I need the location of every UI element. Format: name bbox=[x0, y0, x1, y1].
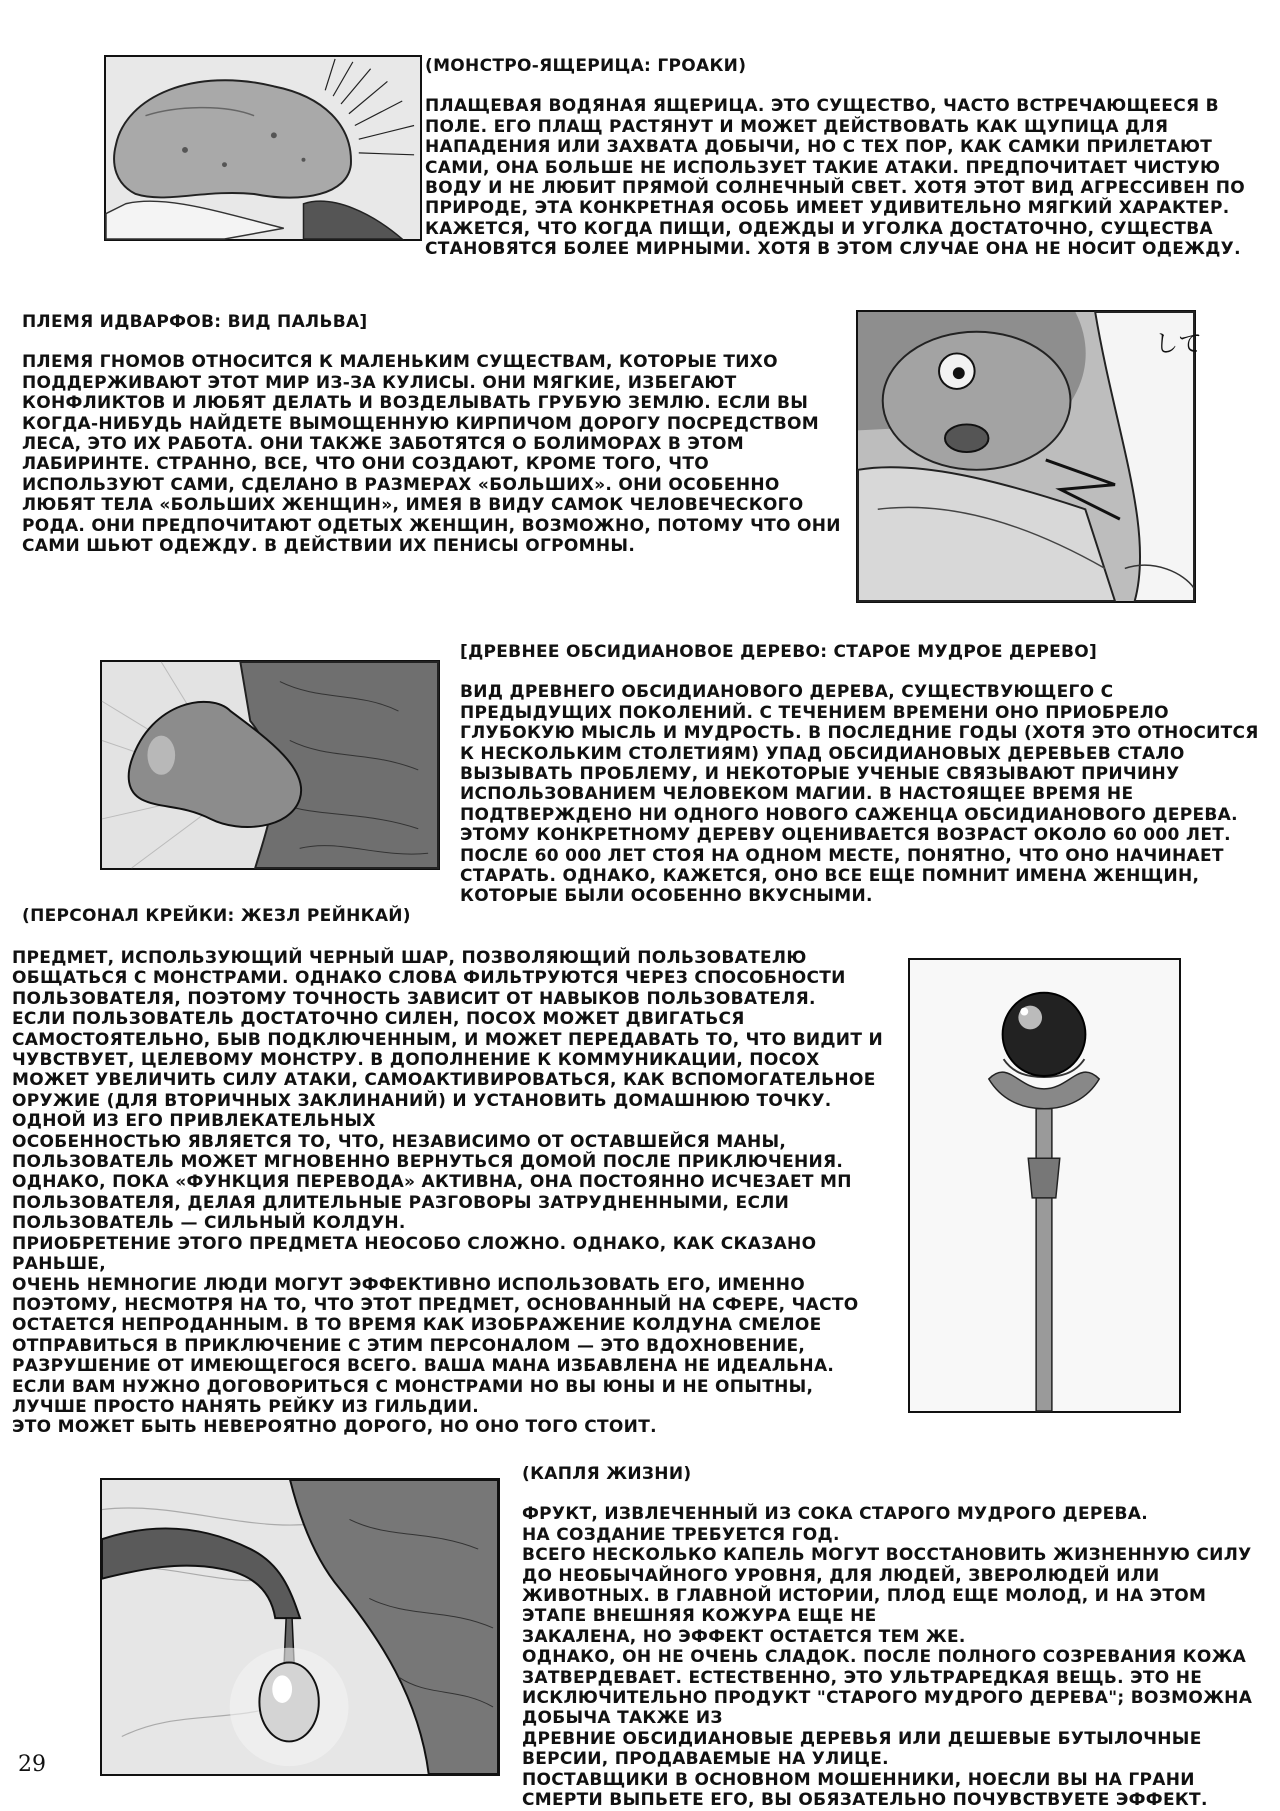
staff-illustration bbox=[908, 958, 1181, 1413]
groaki-text bbox=[425, 56, 1255, 260]
drop-body: ФРУКТ, ИЗВЛЕЧЕННЫЙ ИЗ СОКА СТАРОГО МУДРОГО ДЕРЕВА. НА СОЗДАНИЕ ТРЕБУЕТСЯ ГОД. ВСЕГО НЕСКОЛЬКО КАПЕЛЬ МОГУТ ВОССТАНОВИТЬ ЖИЗНЕННУЮ СИЛУ ДО НЕОБЫЧАЙНОГО УРОВНЯ, ДЛЯ ЛЮДЕЙ, ЗВЕРОЛЮДЕЙ ИЛИ ЖИВОТНЫХ. В ГЛАВНОЙ ИСТОРИИ, ПЛОД ЕЩЕ МОЛОД, И НА ЭТОМ ЭТАПЕ ВНЕШНЯЯ КОЖУРА ЕЩЕ НЕ ЗАКАЛЕНА, НО ЭФФЕКТ ОСТАЕТСЯ ТЕМ ЖЕ. ОДНАКО, ОН НЕ ОЧЕНЬ СЛАДОК. ПОСЛЕ ПОЛНОГО СОЗРЕВАНИЯ КОЖА ЗАТВЕРДЕВАЕТ. ЕСТЕСТВЕННО, ЭТО УЛЬТРАРЕДКАЯ ВЕЩЬ. ЭТО НЕ ИСКЛЮЧИТЕЛЬНО ПРОДУКТ "СТАРОГО МУДРОГО ДЕРЕВА"; ВОЗМОЖНА ДОБЫЧА ТАКЖЕ ИЗ ДРЕВНИЕ ОБСИДИАНОВЫЕ ДЕРЕВЬЯ ИЛИ ДЕШЕВЫЕ БУТЫЛОЧНЫЕ ВЕРСИИ, ПРОДАВАЕМЫЕ НА УЛИЦЕ. ПОСТАВЩИКИ В ОСНОВНОМ МОШЕННИКИ, НОЕСЛИ ВЫ НА ГРАНИ СМЕРТИ ВЫПЬЕТЕ ЕГО, ВЫ ОБЯЗАТЕЛЬНО ПОЧУВСТВУЕТЕ ЭФФЕКТ. bbox=[522, 1504, 1253, 1811]
obsidian-title: [ДРЕВНЕЕ ОБСИДИАНОВОЕ ДЕРЕВО: СТАРОЕ МУДРОЕ ДЕРЕВО] bbox=[460, 642, 1098, 662]
dwarf-illustration bbox=[856, 310, 1202, 603]
dwarfs-title: ПЛЕМЯ ИДВАРФОВ: ВИД ПАЛЬВА] bbox=[22, 312, 368, 332]
dwarf-sfx: して bbox=[1154, 329, 1202, 358]
staff-title-block bbox=[22, 906, 452, 926]
dwarfs-text bbox=[22, 312, 852, 556]
groaki-title: (МОНСТРО-ЯЩЕРИЦА: ГРОАКИ) bbox=[425, 56, 747, 76]
drop-illustration bbox=[100, 1478, 500, 1776]
obsidian-tree-illustration bbox=[100, 660, 440, 870]
dwarfs-body: ПЛЕМЯ ГНОМОВ ОТНОСИТСЯ К МАЛЕНЬКИМ СУЩЕСТВАМ, КОТОРЫЕ ТИХО ПОДДЕРЖИВАЮТ ЭТОТ МИР ИЗ-ЗА КУЛИСЫ. ОНИ МЯГКИЕ, ИЗБЕГАЮТ КОНФЛИКТОВ И ЛЮБЯТ ДЕЛАТЬ И ВОЗДЕЛЫВАТЬ ГРУБУЮ ЗЕМЛЮ. ЕСЛИ ВЫ КОГДА-НИБУДЬ НАЙДЕТЕ ВЫМОЩЕННУЮ КИРПИЧОМ ДОРОГУ ПОСРЕДСТВОМ ЛЕСА, ЭТО ИХ РАБОТА. ОНИ ТАКЖЕ ЗАБОТЯТСЯ О БОЛИМОРАХ В ЭТОМ ЛАБИРИНТЕ. СТРАННО, ВСЕ, ЧТО ОНИ СОЗДАЮТ, КРОМЕ ТОГО, ЧТО ИСПОЛЬЗУЮТ САМИ, СДЕЛАНО В РАЗМЕРАХ «БОЛЬШИХ». ОНИ ОСОБЕННО ЛЮБЯТ ТЕЛА «БОЛЬШИХ ЖЕНЩИН», ИМЕЯ В ВИДУ САМОК ЧЕЛОВЕЧЕСКОГО РОДА. ОНИ ПРЕДПОЧИТАЮТ ОДЕТЫХ ЖЕНЩИН, ВОЗМОЖНО, ПОТОМУ ЧТО ОНИ САМИ ШЬЮТ ОДЕЖДУ. В ДЕЙСТВИИ ИХ ПЕНИСЫ ОГРОМНЫ. bbox=[22, 352, 841, 557]
staff-body: ПРЕДМЕТ, ИСПОЛЬЗУЮЩИЙ ЧЕРНЫЙ ШАР, ПОЗВОЛЯЮЩИЙ ПОЛЬЗОВАТЕЛЮ ОБЩАТЬСЯ С МОНСТРАМИ. ОДНАКО СЛОВА ФИЛЬТРУЮТСЯ ЧЕРЕЗ СПОСОБНОСТИ ПОЛЬЗОВАТЕЛЯ, ПОЭТОМУ ТОЧНОСТЬ ЗАВИСИТ ОТ НАВЫКОВ ПОЛЬЗОВАТЕЛЯ. ЕСЛИ ПОЛЬЗОВАТЕЛЬ ДОСТАТОЧНО СИЛЕН, ПОСОХ МОЖЕТ ДВИГАТЬСЯ САМОСТОЯТЕЛЬНО, БЫВ ПОДКЛЮЧЕННЫМ, И МОЖЕТ ПЕРЕДАВАТЬ ТО, ЧТО ВИДИТ И ЧУВСТВУЕТ, ЦЕЛЕВОМУ МОНСТРУ. В ДОПОЛНЕНИЕ К КОММУНИКАЦИИ, ПОСОХ МОЖЕТ УВЕЛИЧИТЬ СИЛУ АТАКИ, САМОАКТИВИРОВАТЬСЯ, КАК ВСПОМОГАТЕЛЬНОЕ ОРУЖИЕ (ДЛЯ ВТОРИЧНЫХ ЗАКЛИНАНИЙ) И УСТАНОВИТЬ ДОМАШНЮЮ ТОЧКУ. ОДНОЙ ИЗ ЕГО ПРИВЛЕКАТЕЛЬНЫХ ОСОБЕННОСТЬЮ ЯВЛЯЕТСЯ ТО, ЧТО, НЕЗАВИСИМО ОТ ОСТАВШЕЙСЯ МАНЫ, ПОЛЬЗОВАТЕЛЬ МОЖЕТ МГНОВЕННО ВЕРНУТЬСЯ ДОМОЙ ПОСЛЕ ПРИКЛЮЧЕНИЯ. ОДНАКО, ПОКА «ФУНКЦИЯ ПЕРЕВОДА» АКТИВНА, ОНА ПОСТОЯННО ИСЧЕЗАЕТ МП ПОЛЬЗОВАТЕЛЯ, ДЕЛАЯ ДЛИТЕЛЬНЫЕ РАЗГОВОРЫ ЗАТРУДНЕННЫМИ, ЕСЛИ ПОЛЬЗОВАТЕЛЬ — СИЛЬНЫЙ КОЛДУН. ПРИОБРЕТЕНИЕ ЭТОГО ПРЕДМЕТА НЕОСОБО СЛОЖНО. ОДНАКО, КАК СКАЗАНО РАНЬШЕ, ОЧЕНЬ НЕМНОГИЕ ЛЮДИ МОГУТ ЭФФЕКТИВНО ИСПОЛЬЗОВАТЬ ЕГО, ИМЕННО ПОЭТОМУ, НЕСМОТРЯ НА ТО, ЧТО ЭТОТ ПРЕДМЕТ, ОСНОВАННЫЙ НА СФЕРЕ, ЧАСТО ОСТАЕТСЯ НЕПРОДАННЫМ. В ТО ВРЕМЯ КАК ИЗОБРАЖЕНИЕ КОЛДУНА СМЕЛОЕ ОТПРАВИТЬСЯ В ПРИКЛЮЧЕНИЕ С ЭТИМ ПЕРСОНАЛОМ — ЭТО ВДОХНОВЕНИЕ, РАЗРУШЕНИЕ ОТ ИМЕЮЩЕГОСЯ ВСЕГО. ВАША МАНА ИЗБАВЛЕНА НЕ ИДЕАЛЬНА. ЕСЛИ ВАМ НУЖНО ДОГОВОРИТЬСЯ С МОНСТРАМИ НО ВЫ ЮНЫ И НЕ ОПЫТНЫ, ЛУЧШЕ ПРОСТО НАНЯТЬ РЕЙКУ ИЗ ГИЛЬДИИ. ЭТО МОЖЕТ БЫТЬ НЕВЕРОЯТНО ДОРОГО, НО ОНО ТОГО СТОИТ. bbox=[12, 948, 883, 1438]
drop-title: (КАПЛЯ ЖИЗНИ) bbox=[522, 1464, 692, 1484]
drop-text bbox=[522, 1464, 1267, 1811]
obsidian-text bbox=[460, 642, 1260, 907]
groaki-illustration bbox=[104, 55, 422, 241]
staff-title: (ПЕРСОНАЛ КРЕЙКИ: ЖЕЗЛ РЕЙНКАЙ) bbox=[22, 906, 411, 926]
obsidian-body: ВИД ДРЕВНЕГО ОБСИДИАНОВОГО ДЕРЕВА, СУЩЕСТВУЮЩЕГО С ПРЕДЫДУЩИХ ПОКОЛЕНИЙ. С ТЕЧЕНИЕМ ВРЕМЕНИ ОНО ПРИОБРЕЛО ГЛУБОКУЮ МЫСЛЬ И МУДРОСТЬ. В ПОСЛЕДНИЕ ГОДЫ (ХОТЯ ЭТО ОТНОСИТСЯ К НЕСКОЛЬКИМ СТОЛЕТИЯМ) УПАД ОБСИДИАНОВЫХ ДЕРЕВЬЕВ СТАЛО ВЫЗЫВАТЬ ПРОБЛЕМУ, И НЕКОТОРЫЕ УЧЕНЫЕ СВЯЗЫВАЮТ ПРИЧИНУ ИСПОЛЬЗОВАНИЕМ ЧЕЛОВЕКОМ МАГИИ. В НАСТОЯЩЕЕ ВРЕМЯ НЕ ПОДТВЕРЖДЕНО НИ ОДНОГО НОВОГО САЖЕНЦА ОБСИДИАНОВОГО ДЕРЕВА. ЭТОМУ КОНКРЕТНОМУ ДЕРЕВУ ОЦЕНИВАЕТСЯ ВОЗРАСТ ОКОЛО 60 000 ЛЕТ. ПОСЛЕ 60 000 ЛЕТ СТОЯ НА ОДНОМ МЕСТЕ, ПОНЯТНО, ЧТО ОНО НАЧИНАЕТ СТАРАТЬ. ОДНАКО, КАЖЕТСЯ, ОНО ВСЕ ЕЩЕ ПОМНИТ ИМЕНА ЖЕНЩИН, КОТОРЫЕ БЫЛИ ОСОБЕННО ВКУСНЫМИ. bbox=[460, 682, 1259, 907]
staff-text bbox=[12, 948, 892, 1438]
page-number: 29 bbox=[18, 1752, 46, 1777]
groaki-body: ПЛАЩЕВАЯ ВОДЯНАЯ ЯЩЕРИЦА. ЭТО СУЩЕСТВО, ЧАСТО ВСТРЕЧАЮЩЕЕСЯ В ПОЛЕ. ЕГО ПЛАЩ РАСТЯНУТ И МОЖЕТ ДЕЙСТВОВАТЬ КАК ЩУПИЦА ДЛЯ НАПАДЕНИЯ ИЛИ ЗАХВАТА ДОБЫЧИ, НО С ТЕХ ПОР, КАК САМКИ ПРИЛЕТАЮТ САМИ, ОНА БОЛЬШЕ НЕ ИСПОЛЬЗУЕТ ТАКИЕ АТАКИ. ПРЕДПОЧИТАЕТ ЧИСТУЮ ВОДУ И НЕ ЛЮБИТ ПРЯМОЙ СОЛНЕЧНЫЙ СВЕТ. ХОТЯ ЭТОТ ВИД АГРЕССИВЕН ПО ПРИРОДЕ, ЭТА КОНКРЕТНАЯ ОСОБЬ ИМЕЕТ УДИВИТЕЛЬНО МЯГКИЙ ХАРАКТЕР. КАЖЕТСЯ, ЧТО КОГДА ПИЩИ, ОДЕЖДЫ И УГОЛКА ДОСТАТОЧНО, СУЩЕСТВА СТАНОВЯТСЯ БОЛЕЕ МИРНЫМИ. ХОТЯ В ЭТОМ СЛУЧАЕ ОНА НЕ НОСИТ ОДЕЖДУ. bbox=[425, 96, 1246, 260]
